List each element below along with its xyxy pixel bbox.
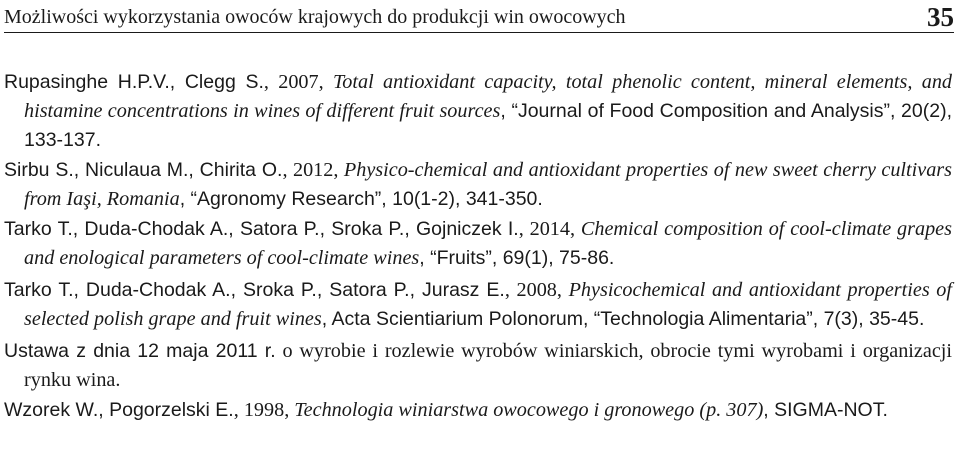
reference-source: , “Fruits”, 69(1), 75-86. — [419, 247, 615, 269]
reference-authors: Sirbu S., Niculaua M., Chirita O. — [4, 159, 283, 181]
reference-year: , 2012, — [282, 159, 344, 181]
reference-title: Technologia winiarstwa owocowego i gronowego (p. 307) — [294, 399, 764, 421]
reference-list — [4, 68, 952, 426]
reference-title: Physico-chemical and antioxidant properties of new sweet cherry cultivars from Iaşi, Romania — [24, 159, 953, 210]
reference-title: Chemical composition of cool-climate grapes and enological parameters of cool-climate wines — [24, 218, 952, 269]
reference-source: , Acta Scientiarium Polonorum, “Technologia Alimentaria”, 7(3), 35-45. — [321, 308, 925, 330]
reference-year: , 2008, — [504, 279, 569, 301]
reference-item — [4, 276, 952, 334]
reference-authors: Tarko T., Duda-Chodak A., Sroka P., Satora P., Jurasz E. — [4, 279, 505, 301]
reference-source: , “Journal of Food Composition and Analysis”, 20(2), 133-137. — [24, 100, 952, 151]
running-header-title: Możliwości wykorzystania owoców krajowych do produkcji win owocowych — [4, 6, 626, 28]
reference-source: , “Agronomy Research”, 10(1-2), 341-350. — [179, 188, 543, 210]
reference-item — [4, 215, 952, 273]
reference-rest: o wyrobie i rozlewie wyrobów winiarskich, obrocie tymi wyrobami i organizacji rynku wina. — [24, 340, 952, 391]
reference-item — [4, 68, 952, 155]
page-number: 35 — [927, 2, 954, 32]
running-header — [4, 4, 954, 33]
reference-year: , 2014, — [518, 218, 581, 240]
reference-authors: Wzorek W., Pogorzelski E. — [4, 399, 234, 421]
reference-title: Total antioxidant capacity, total phenolic content, mineral elements, and histamine concentrations in wines of different fruit sources — [24, 71, 953, 122]
reference-item — [4, 156, 952, 214]
reference-item — [4, 396, 952, 425]
reference-authors: Ustawa z dnia 12 maja 2011 r. — [4, 340, 276, 362]
reference-item — [4, 337, 952, 395]
reference-title: Physicochemical and antioxidant properties of selected polish grape and fruit wines — [24, 279, 953, 330]
reference-year: , 2007, — [263, 71, 333, 93]
reference-source: , SIGMA-NOT. — [763, 399, 888, 421]
reference-year: , 1998, — [233, 399, 295, 421]
reference-authors: Rupasinghe H.P.V., Clegg S. — [4, 71, 264, 93]
reference-authors: Tarko T., Duda-Chodak A., Satora P., Sroka P., Gojniczek I. — [4, 218, 519, 240]
